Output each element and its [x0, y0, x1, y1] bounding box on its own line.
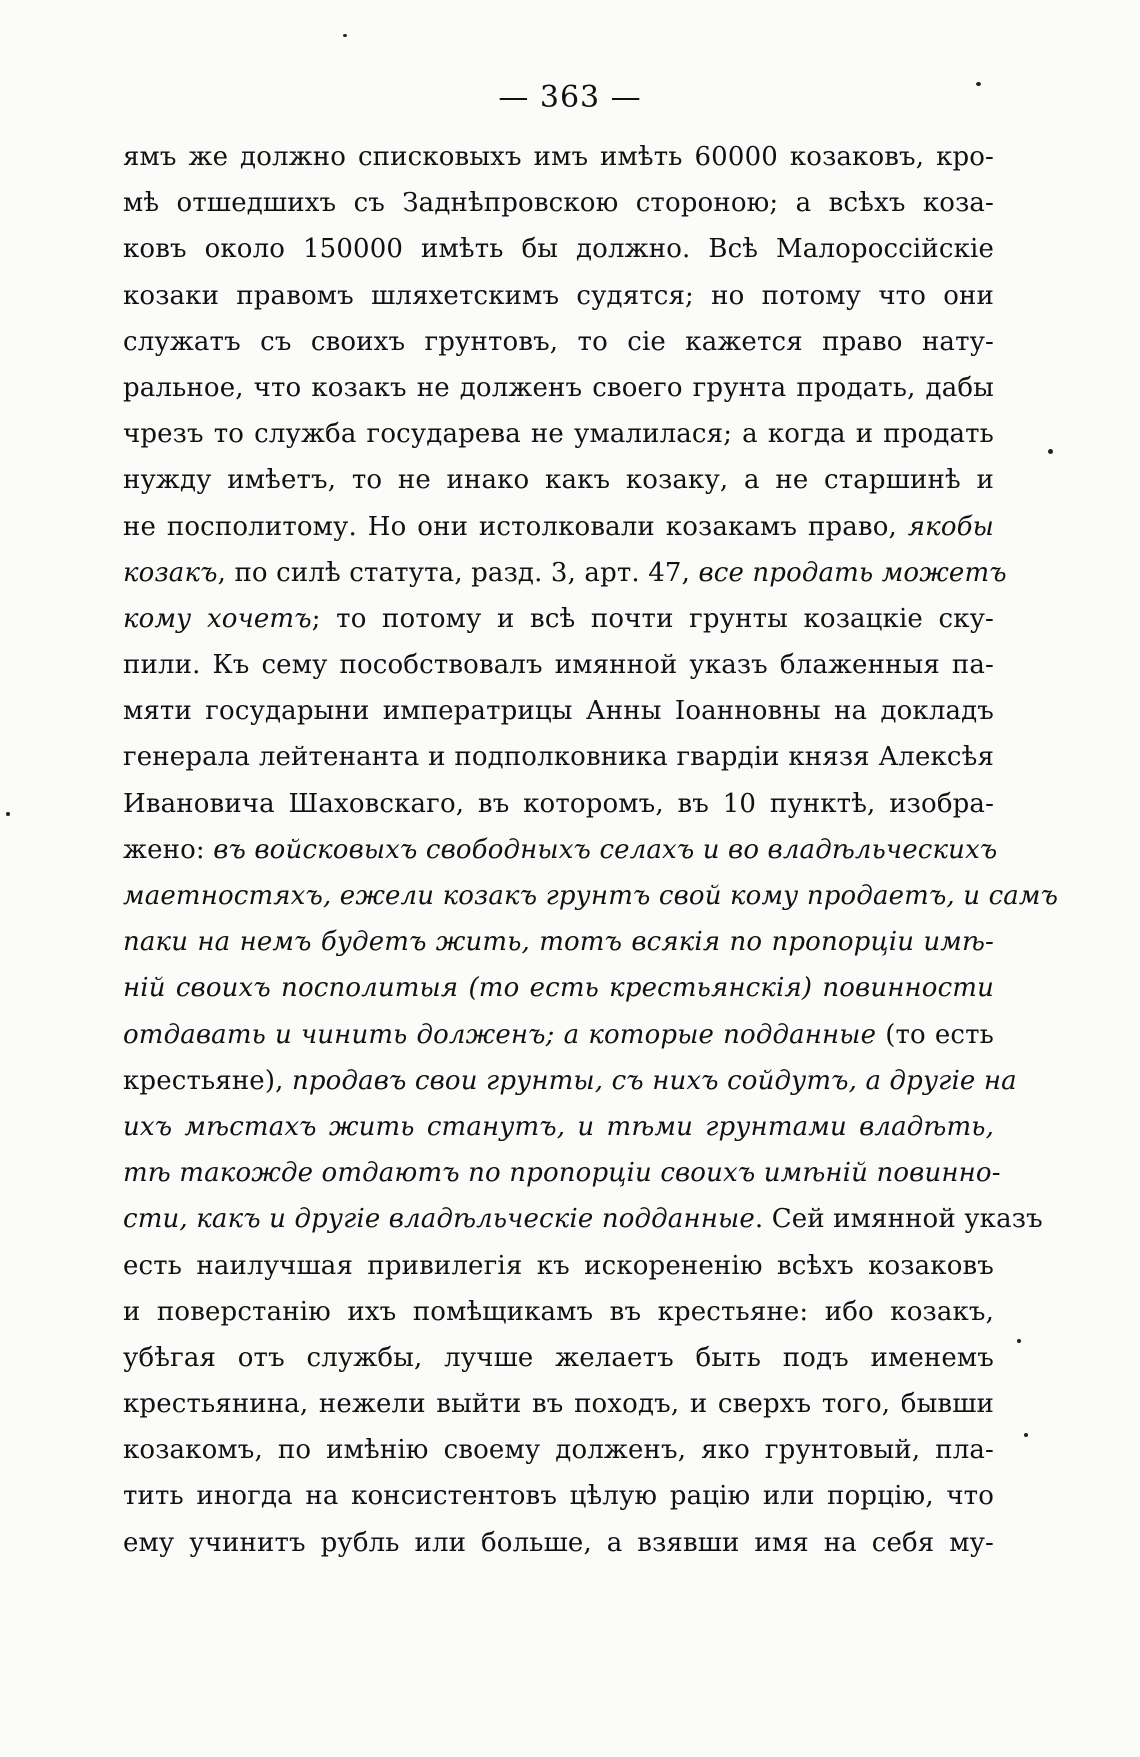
text-line: [123, 134, 994, 180]
italic-quote-segment: якобы: [907, 511, 994, 542]
text-segment: есть наилучшая привилегія къ искорененію всѣхъ козаковъ: [123, 1250, 994, 1281]
text-line: [123, 1196, 1043, 1242]
text-line: [123, 688, 994, 734]
text-segment: служатъ съ своихъ грунтовъ, то сіе кажется право нату-: [123, 326, 994, 357]
text-segment: чрезъ то служба государева не умалилася; а когда и продать: [123, 419, 994, 450]
text-line: [123, 734, 994, 780]
ink-speck: [6, 812, 10, 816]
italic-quote-segment: ихъ мѣстахъ жить станутъ, и тѣми грунтами владѣть,: [123, 1111, 994, 1142]
text-segment: ральное, что козакъ не долженъ своего грунта продать, дабы: [123, 372, 994, 403]
text-segment: нужду имѣетъ, то не инако какъ козаку, а не старшинѣ и: [123, 465, 994, 496]
text-segment: ему учинитъ рубль или больше, а взявши имя на себя му-: [123, 1527, 994, 1558]
text-segment: ; то потому и всѣ почти грунты козацкіе ску-: [311, 603, 994, 634]
text-line: [123, 1150, 1001, 1196]
text-line: [123, 226, 994, 272]
text-segment: козаки правомъ шляхетскимъ судятся; но потому что они: [123, 280, 994, 311]
text-segment: и поверстанію ихъ помѣщикамъ въ крестьяне: ибо козакъ,: [123, 1296, 994, 1327]
italic-quote-segment: маетностяхъ, ежели козакъ грунтъ свой кому продаетъ, и самъ: [123, 881, 1059, 911]
text-line: [123, 273, 994, 319]
text-line: [123, 873, 1059, 919]
text-segment: крестьяне),: [123, 1065, 292, 1096]
italic-quote-segment: козакъ: [123, 557, 218, 588]
text-segment: крестьянина, нежели выйти въ походъ, и сверхъ того, бывши: [123, 1389, 994, 1420]
italic-quote-segment: тѣ такожде отдаютъ по пропорціи своихъ имѣній повинно-: [123, 1158, 1001, 1189]
text-line: [123, 365, 994, 411]
text-line: [123, 919, 994, 965]
text-line: [123, 1243, 994, 1289]
text-line: [123, 965, 994, 1011]
text-segment: тить иногда на консистентовъ цѣлую рацію или порцію, что: [123, 1481, 994, 1512]
text-segment: мѣ отшедшихъ съ Заднѣпровскою стороною; а всѣхъ коза-: [123, 188, 994, 219]
italic-quote-segment: ній своихъ посполитыя (то есть крестьянскія) повинности: [123, 973, 994, 1004]
text-segment: не посполитому. Но они истолковали козакамъ право,: [123, 511, 908, 542]
text-line: [123, 411, 994, 457]
text-line: [123, 1520, 994, 1566]
text-segment: Ивановича Шаховскаго, въ которомъ, въ 10 пунктѣ, изобра-: [123, 788, 994, 819]
ink-speck: [1017, 1339, 1021, 1343]
text-segment: убѣгая отъ службы, лучше желаетъ быть подъ именемъ: [123, 1342, 994, 1373]
text-segment: мяти государыни императрицы Анны Іоанновны на докладъ: [123, 696, 994, 727]
text-line: [123, 457, 994, 503]
text-segment: генерала лейтенанта и подполковника гвардіи князя Алексѣя: [123, 742, 994, 773]
text-segment: . Сей имянной указъ: [754, 1204, 1043, 1235]
text-line: [123, 1012, 994, 1058]
text-segment: (то есть: [876, 1019, 994, 1050]
text-line: [123, 1473, 994, 1519]
text-segment: жено:: [123, 834, 214, 865]
text-line: [123, 1381, 994, 1427]
page-number: — 363 —: [498, 80, 642, 115]
ink-speck: [343, 34, 347, 37]
text-line: [123, 180, 994, 226]
italic-quote-segment: въ войсковыхъ свободныхъ селахъ и во владѣльческихъ: [213, 834, 998, 865]
italic-quote-segment: сти, какъ и другіе владѣльческіе подданные: [123, 1204, 755, 1235]
text-line: [123, 1104, 994, 1150]
text-line: [123, 781, 994, 827]
ink-speck: [1024, 1433, 1028, 1437]
text-line: [123, 1289, 994, 1335]
italic-quote-segment: отдавать и чинить долженъ; а которые подданные: [123, 1019, 877, 1050]
text-segment: , по силѣ статута, разд. 3, арт. 47,: [217, 557, 699, 588]
text-line: [123, 827, 998, 873]
text-line: [123, 550, 1007, 596]
text-line: [123, 596, 994, 642]
text-line: [123, 504, 994, 550]
italic-quote-segment: все продать можетъ: [698, 557, 1007, 588]
ink-speck: [976, 82, 981, 86]
text-segment: ямъ же должно списковыхъ имъ имѣть 60000 козаковъ, кро-: [123, 142, 994, 172]
italic-quote-segment: паки на немъ будетъ жить, тотъ всякія по пропорціи имѣ-: [123, 927, 994, 958]
text-line: [123, 319, 994, 365]
italic-quote-segment: кому хочетъ: [123, 603, 312, 634]
body-text: [123, 134, 1059, 1566]
text-segment: пили. Къ сему пособствовалъ имянной указъ блаженныя па-: [123, 650, 994, 681]
text-line: [123, 1427, 994, 1473]
ink-speck: [1048, 449, 1053, 454]
text-line: [123, 1058, 1017, 1104]
text-line: [123, 642, 994, 688]
text-segment: ковъ около 150000 имѣть бы должно. Всѣ Малороссійскіе: [123, 234, 994, 265]
text-segment: козакомъ, по имѣнію своему долженъ, яко грунтовый, пла-: [123, 1435, 994, 1466]
text-line: [123, 1335, 994, 1381]
italic-quote-segment: продавъ свои грунты, съ нихъ сойдутъ, а другіе на: [291, 1065, 1017, 1096]
